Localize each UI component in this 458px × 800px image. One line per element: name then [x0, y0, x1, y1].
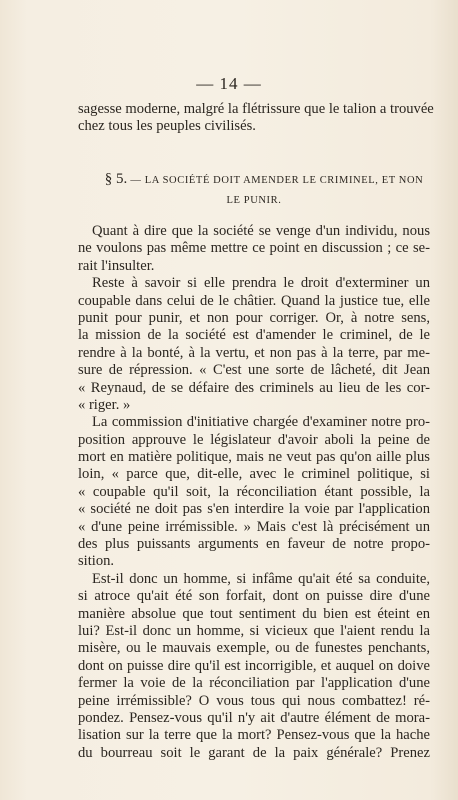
page-number: — 14 —: [196, 74, 262, 93]
text-line: Quant à dire que la société se venge d'un individu, nous: [92, 223, 430, 239]
section-number: § 5.: [104, 171, 128, 187]
text-line: punit pour punir, et non pour corriger. Or, à notre sens,: [78, 309, 430, 326]
text-line: « coupable qu'il soit, la réconciliation étant possible, la: [78, 483, 430, 500]
text-line: sagesse moderne, malgré la flétrissure que le talion a trouvée: [78, 101, 434, 117]
body-text: [78, 223, 430, 762]
text-line: position approuve le législateur d'avoir aboli la peine de: [78, 431, 430, 448]
text-line: lisation sur la terre que la mort? Pensez-vous que la hache: [78, 727, 430, 744]
text-line: des plus puissants arguments en faveur de notre propo-: [78, 536, 430, 553]
section-heading: [78, 169, 430, 211]
text-line: peine irrémissible? O vous tous qui nous combattez! ré-: [78, 692, 430, 709]
text-line: « société ne doit pas s'en interdire la voie par l'application: [78, 501, 430, 518]
text-line: rait l'insulter.: [78, 257, 155, 274]
text-line: La commission d'initiative chargée d'examiner notre pro-: [92, 414, 430, 431]
text-line: dont on puisse dire qu'il est incorrigible, et auquel on doive: [78, 657, 430, 674]
section-title-line: [78, 169, 430, 191]
text-line: ne voulons pas même mettre ce point en discussion ; ce se-: [78, 240, 430, 257]
text-line: Reste à savoir si elle prendra le droit d'exterminer un: [92, 275, 430, 292]
text-line: sition.: [78, 553, 115, 570]
text-line: rendre à la bonté, à la vertu, et non pas à la terre, par me-: [78, 344, 430, 361]
intro-paragraph: [78, 101, 434, 136]
text-line: « d'une peine irrémissible. » Mais c'est là précisément un: [78, 518, 430, 535]
text-line: pondez. Pensez-vous qu'il n'y ait d'autre élément de mora-: [78, 709, 430, 726]
section-title-part: — LA SOCIÉTÉ DOIT AMENDER LE CRIMINEL, ET NON: [130, 175, 424, 186]
text-line: « Reynaud, de se défaire des criminels au lieu de les cor-: [78, 379, 430, 396]
section-title-line: LE PUNIR.: [226, 195, 282, 206]
text-line: fermer la voie de la réconciliation par l'application d'une: [78, 675, 430, 692]
text-line: misère, ou le mauvais exemple, ou de funestes penchants,: [78, 640, 430, 657]
text-line: du bourreau soit le garant de la paix générale? Prenez: [78, 744, 430, 761]
text-line: loin, « parce que, dit-elle, avec le criminel politique, si: [78, 466, 430, 483]
text-line: manière absolue que tout sentiment du bien est éteint en: [78, 605, 430, 622]
text-line: mort en matière politique, mais ne veut pas qu'on aille plus: [78, 449, 430, 466]
text-line: la mission de la société est d'amender le criminel, de le: [78, 327, 430, 344]
text-line: si atroce qu'ait été son forfait, dont on puisse dire d'une: [78, 588, 430, 605]
text-line: lui? Est-il donc un homme, si vicieux que l'aient rendu la: [78, 622, 430, 639]
text-line: Est-il donc un homme, si infâme qu'ait été sa conduite,: [92, 570, 430, 587]
text-line: sure de répression. « C'est une sorte de lâcheté, dit Jean: [78, 362, 430, 379]
text-line: « riger. »: [78, 396, 131, 413]
text-line: chez tous les peuples civilisés.: [78, 118, 256, 135]
text-line: coupable dans celui de le châtier. Quand la justice tue, elle: [78, 292, 430, 309]
